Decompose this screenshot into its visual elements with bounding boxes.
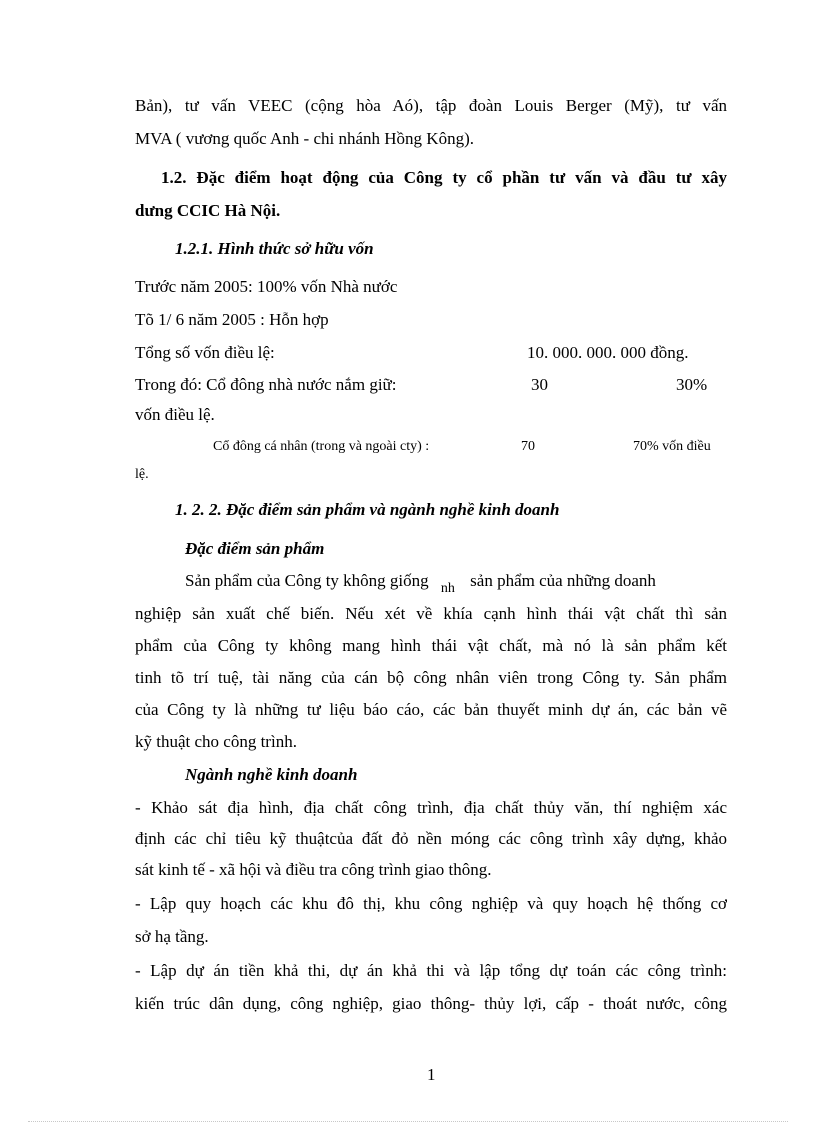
paragraph-line: nghiệp sản xuất chế biến. Nếu xét về khía cạnh hình thái vật chất thì sản bbox=[135, 604, 727, 623]
section-heading-1-2-1: 1.2.1. Hình thức sở hữu vốn bbox=[175, 239, 374, 258]
footer-dotted-rule bbox=[28, 1121, 788, 1122]
paragraph-line bbox=[185, 570, 656, 594]
subheading-product: Đặc điểm sản phẩm bbox=[185, 539, 325, 558]
state-shareholder-label: Trong đó: Cổ đông nhà nước nắm giữ: bbox=[135, 375, 397, 394]
paragraph-text-small: nh bbox=[440, 581, 455, 596]
list-item-line: - Lập quy hoạch các khu đô thị, khu công nghiệp và quy hoạch hệ thống cơ bbox=[135, 894, 727, 913]
paragraph-line: Bản), tư vấn VEEC (cộng hòa Aó), tập đoàn Louis Berger (Mỹ), tư vấn bbox=[135, 96, 727, 115]
paragraph-line: của Công ty là những tư liệu báo cáo, các bản thuyết minh dự án, các bản vẽ bbox=[135, 700, 727, 719]
state-shareholder-value: 30 bbox=[531, 375, 548, 394]
paragraph-line: MVA ( vương quốc Anh - chi nhánh Hồng Kông). bbox=[135, 129, 474, 148]
subheading-business: Ngành nghề kinh doanh bbox=[185, 765, 358, 784]
individual-shareholder-cont: lệ. bbox=[135, 467, 149, 482]
list-item-line: kiến trúc dân dụng, công nghiệp, giao thông- thủy lợi, cấp - thoát nước, công bbox=[135, 994, 727, 1013]
individual-shareholder-label: Cổ đông cá nhân (trong và ngoài cty) : bbox=[213, 439, 430, 454]
section-heading-1-2-cont: dưng CCIC Hà Nội. bbox=[135, 201, 281, 220]
paragraph-line: kỹ thuật cho công trình. bbox=[135, 732, 297, 751]
state-shareholder-percent: 30% bbox=[676, 375, 708, 394]
paragraph-text: Sản phẩm của Công ty không giống bbox=[185, 571, 429, 590]
list-item-line: sở hạ tầng. bbox=[135, 927, 209, 946]
list-item-line: sát kinh tế - xã hội và điều tra công trình giao thông. bbox=[135, 860, 492, 879]
individual-shareholder-percent: 70% vốn điều bbox=[633, 439, 711, 454]
charter-capital-label: Tổng số vốn điều lệ: bbox=[135, 343, 275, 362]
paragraph-line: tinh tõ trí tuệ, tài năng của cán bộ công nhân viên trong Công ty. Sản phẩm bbox=[135, 668, 727, 687]
section-heading-1-2-2: 1. 2. 2. Đặc điểm sản phẩm và ngành nghề kinh doanh bbox=[175, 500, 560, 519]
paragraph-line: phẩm của Công ty không mang hình thái vật chất, mà nó là sản phẩm kết bbox=[135, 636, 727, 655]
list-item-line: định các chỉ tiêu kỹ thuậtcủa đất đỏ nền móng các công trình xây dựng, khảo bbox=[135, 829, 727, 848]
paragraph-text: sản phẩm của những doanh bbox=[470, 571, 656, 590]
ownership-line-before-2005: Trước năm 2005: 100% vốn Nhà nước bbox=[135, 277, 398, 296]
ownership-line-from-2005: Tõ 1/ 6 năm 2005 : Hỗn hợp bbox=[135, 310, 329, 329]
section-heading-1-2: 1.2. Đặc điểm hoạt động của Công ty cổ phần tư vấn và đầu tư xây bbox=[161, 168, 727, 187]
individual-shareholder-value: 70 bbox=[521, 439, 535, 454]
list-item-line: - Lập dự án tiền khả thi, dự án khả thi và lập tổng dự toán các công trình: bbox=[135, 961, 727, 980]
page-number: 1 bbox=[427, 1065, 436, 1084]
list-item-line: - Khảo sát địa hình, địa chất công trình, địa chất thủy văn, thí nghiệm xác bbox=[135, 798, 727, 817]
state-shareholder-cont: vốn điều lệ. bbox=[135, 405, 215, 424]
charter-capital-value: 10. 000. 000. 000 đồng. bbox=[527, 343, 689, 362]
